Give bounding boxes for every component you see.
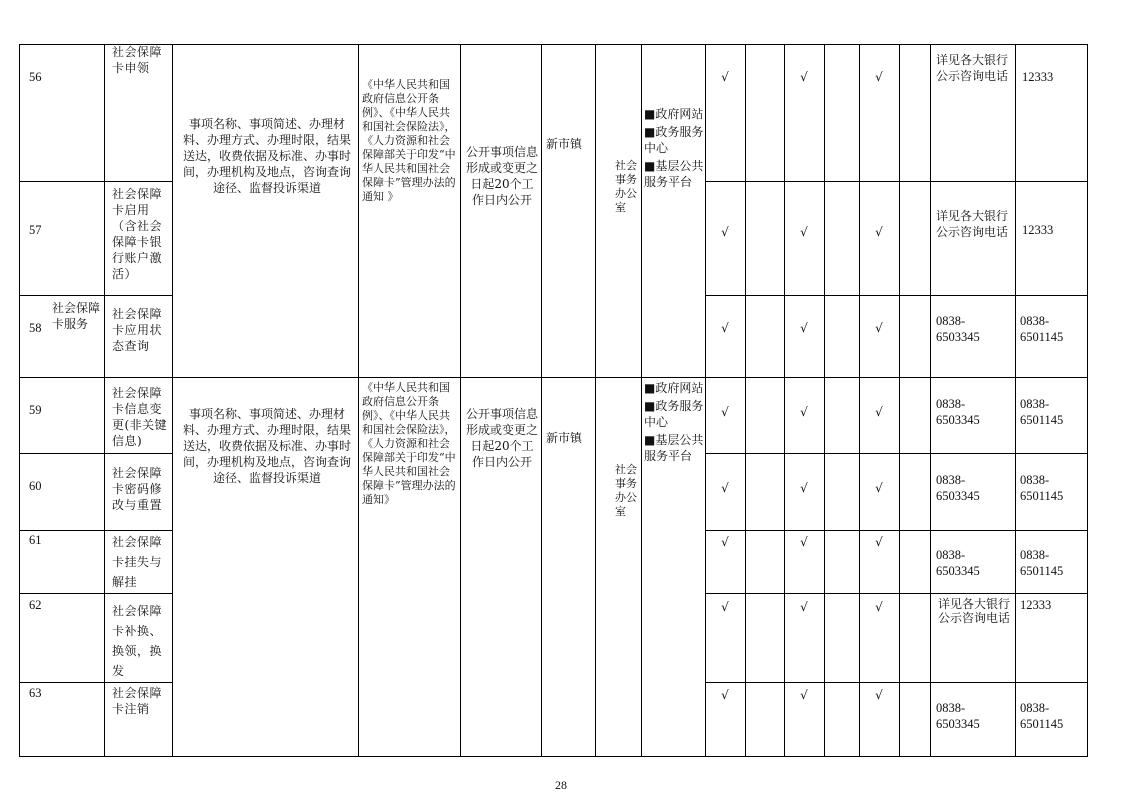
- grid-line: [705, 682, 1088, 683]
- item-name: 社会保障卡应用状态查询: [112, 307, 163, 353]
- row-number: 56: [29, 70, 42, 84]
- grid-line: [19, 593, 173, 594]
- grid-line: [19, 181, 173, 182]
- check-mark: √: [800, 688, 808, 702]
- grid-line: [19, 295, 173, 296]
- grid-line: [19, 377, 1088, 378]
- grid-line: [19, 682, 173, 683]
- grid-line: [19, 44, 20, 757]
- check-mark: √: [800, 535, 808, 549]
- check-mark: √: [721, 688, 729, 702]
- channel-item: ■政务服务中心: [644, 399, 704, 429]
- contact-info: 0838-6503345: [936, 548, 980, 578]
- check-mark: √: [721, 600, 729, 614]
- town-name: 新市镇: [546, 137, 583, 151]
- department-name: 社会事务办公室: [615, 159, 637, 214]
- channel-item: ■政务服务中心: [644, 125, 704, 155]
- grid-line: [899, 44, 900, 757]
- service-table: [19, 44, 1088, 757]
- town-name: 新市镇: [546, 431, 583, 445]
- phone: 0838-6501145: [1020, 314, 1064, 344]
- disclosure-timeline: 公开事项信息形成或变更之日起20个工作日内公开: [465, 407, 538, 469]
- grid-line: [19, 756, 1088, 757]
- grid-line: [460, 44, 461, 757]
- grid-line: [541, 44, 542, 757]
- grid-line: [19, 453, 173, 454]
- phone: 0838-6501145: [1020, 701, 1064, 731]
- check-mark: √: [800, 321, 808, 335]
- grid-line: [1087, 44, 1088, 757]
- check-mark: √: [875, 481, 883, 495]
- grid-line: [19, 44, 1088, 45]
- category-label: 社会保障卡服务: [52, 301, 101, 331]
- channel-item: ■基层公共服务平台: [644, 433, 704, 463]
- grid-line: [172, 44, 173, 757]
- grid-line: [705, 181, 1088, 182]
- check-mark: √: [800, 225, 808, 239]
- grid-line: [19, 530, 173, 531]
- disclosure-basis: 《中华人民共和国政府信息公开条例》、《中华人民共和国社会保险法》，《人力资源和社会保障部关于印发“中华人民共和国社会保障卡”管理办法的通知 》: [362, 78, 456, 203]
- phone: 12333: [1022, 70, 1054, 84]
- department-name: 社会事务办公室: [615, 463, 637, 518]
- contact-info: 详见各大银行公示咨询电话: [936, 209, 1009, 239]
- grid-line: [930, 44, 931, 757]
- phone: 12333: [1020, 598, 1052, 612]
- grid-line: [745, 44, 746, 757]
- check-mark: √: [875, 405, 883, 419]
- grid-line: [824, 44, 825, 757]
- channel-list: [644, 106, 704, 190]
- grid-line: [641, 44, 642, 757]
- row-number: 62: [29, 598, 42, 612]
- page-number: 28: [555, 778, 567, 792]
- phone: 0838-6501145: [1020, 473, 1064, 503]
- contact-info: 0838-6503345: [936, 397, 980, 427]
- grid-line: [784, 44, 785, 757]
- grid-line: [705, 530, 1088, 531]
- item-name: 社会保障卡补换、换领，换发: [112, 604, 163, 678]
- contact-info: 0838-6503345: [936, 314, 980, 344]
- grid-line: [705, 295, 1088, 296]
- phone: 0838-6501145: [1020, 397, 1064, 427]
- check-mark: √: [800, 405, 808, 419]
- grid-line: [595, 44, 596, 757]
- check-mark: √: [721, 481, 729, 495]
- channel-item: ■政府网站: [644, 381, 704, 395]
- item-name: 社会保障卡信息变更(非关键信息): [112, 386, 168, 448]
- disclosure-timeline: 公开事项信息形成或变更之日起20个工作日内公开: [465, 145, 538, 207]
- check-mark: √: [800, 481, 808, 495]
- grid-line: [1015, 44, 1016, 757]
- item-name: 社会保障卡申领: [112, 45, 163, 75]
- check-mark: √: [875, 321, 883, 335]
- grid-line: [705, 453, 1088, 454]
- check-mark: √: [721, 70, 729, 84]
- contact-info: 0838-6503345: [936, 701, 980, 731]
- row-number: 61: [29, 533, 42, 547]
- grid-line: [705, 593, 1088, 594]
- grid-line: [358, 44, 359, 757]
- check-mark: √: [721, 405, 729, 419]
- check-mark: √: [721, 321, 729, 335]
- contact-info: 0838-6503345: [936, 473, 980, 503]
- row-number: 63: [29, 686, 42, 700]
- phone: 0838-6501145: [1020, 548, 1064, 578]
- row-number: 59: [29, 403, 42, 417]
- check-mark: √: [800, 70, 808, 84]
- contact-info: 详见各大银行公示咨询电话: [938, 597, 1011, 625]
- disclosure-content: 事项名称、事项简述、办理材料、办理方式、办理时限，结果送达，收费依据及标准、办事时间，办理机构及地点，咨询查询途径、监督投诉渠道: [182, 117, 351, 195]
- item-name: 社会保障卡注销: [112, 686, 163, 716]
- grid-line: [859, 44, 860, 757]
- check-mark: √: [721, 225, 729, 239]
- row-number: 57: [29, 223, 42, 237]
- grid-line: [705, 44, 706, 757]
- row-number: 58: [29, 321, 42, 335]
- channel-item: ■基层公共服务平台: [644, 159, 704, 189]
- channel-list: [644, 380, 704, 464]
- phone: 12333: [1022, 223, 1054, 237]
- channel-item: ■政府网站: [644, 107, 704, 121]
- row-number: 60: [29, 479, 42, 493]
- disclosure-content: 事项名称、事项简述、办理材料、办理方式、办理时限，结果送达，收费依据及标准、办事时间，办理机构及地点，咨询查询途径、监督投诉渠道: [182, 407, 351, 485]
- disclosure-basis: 《中华人民共和国政府信息公开条例》、《中华人民共和国社会保险法》，《人力资源和社会保障部关于印发“中华人民共和国社会保障卡”管理办法的通知》: [362, 381, 456, 506]
- check-mark: √: [875, 600, 883, 614]
- check-mark: √: [875, 70, 883, 84]
- check-mark: √: [875, 688, 883, 702]
- item-name: 社会保障卡密码修改与重置: [112, 466, 163, 512]
- grid-line: [104, 44, 105, 757]
- check-mark: √: [875, 535, 883, 549]
- item-name: 社会保障卡启用（含社会保障卡银行账户激活）: [112, 187, 163, 281]
- check-mark: √: [875, 225, 883, 239]
- contact-info: 详见各大银行公示咨询电话: [936, 53, 1009, 83]
- check-mark: √: [721, 535, 729, 549]
- check-mark: √: [800, 600, 808, 614]
- item-name: 社会保障卡挂失与解挂: [112, 535, 163, 589]
